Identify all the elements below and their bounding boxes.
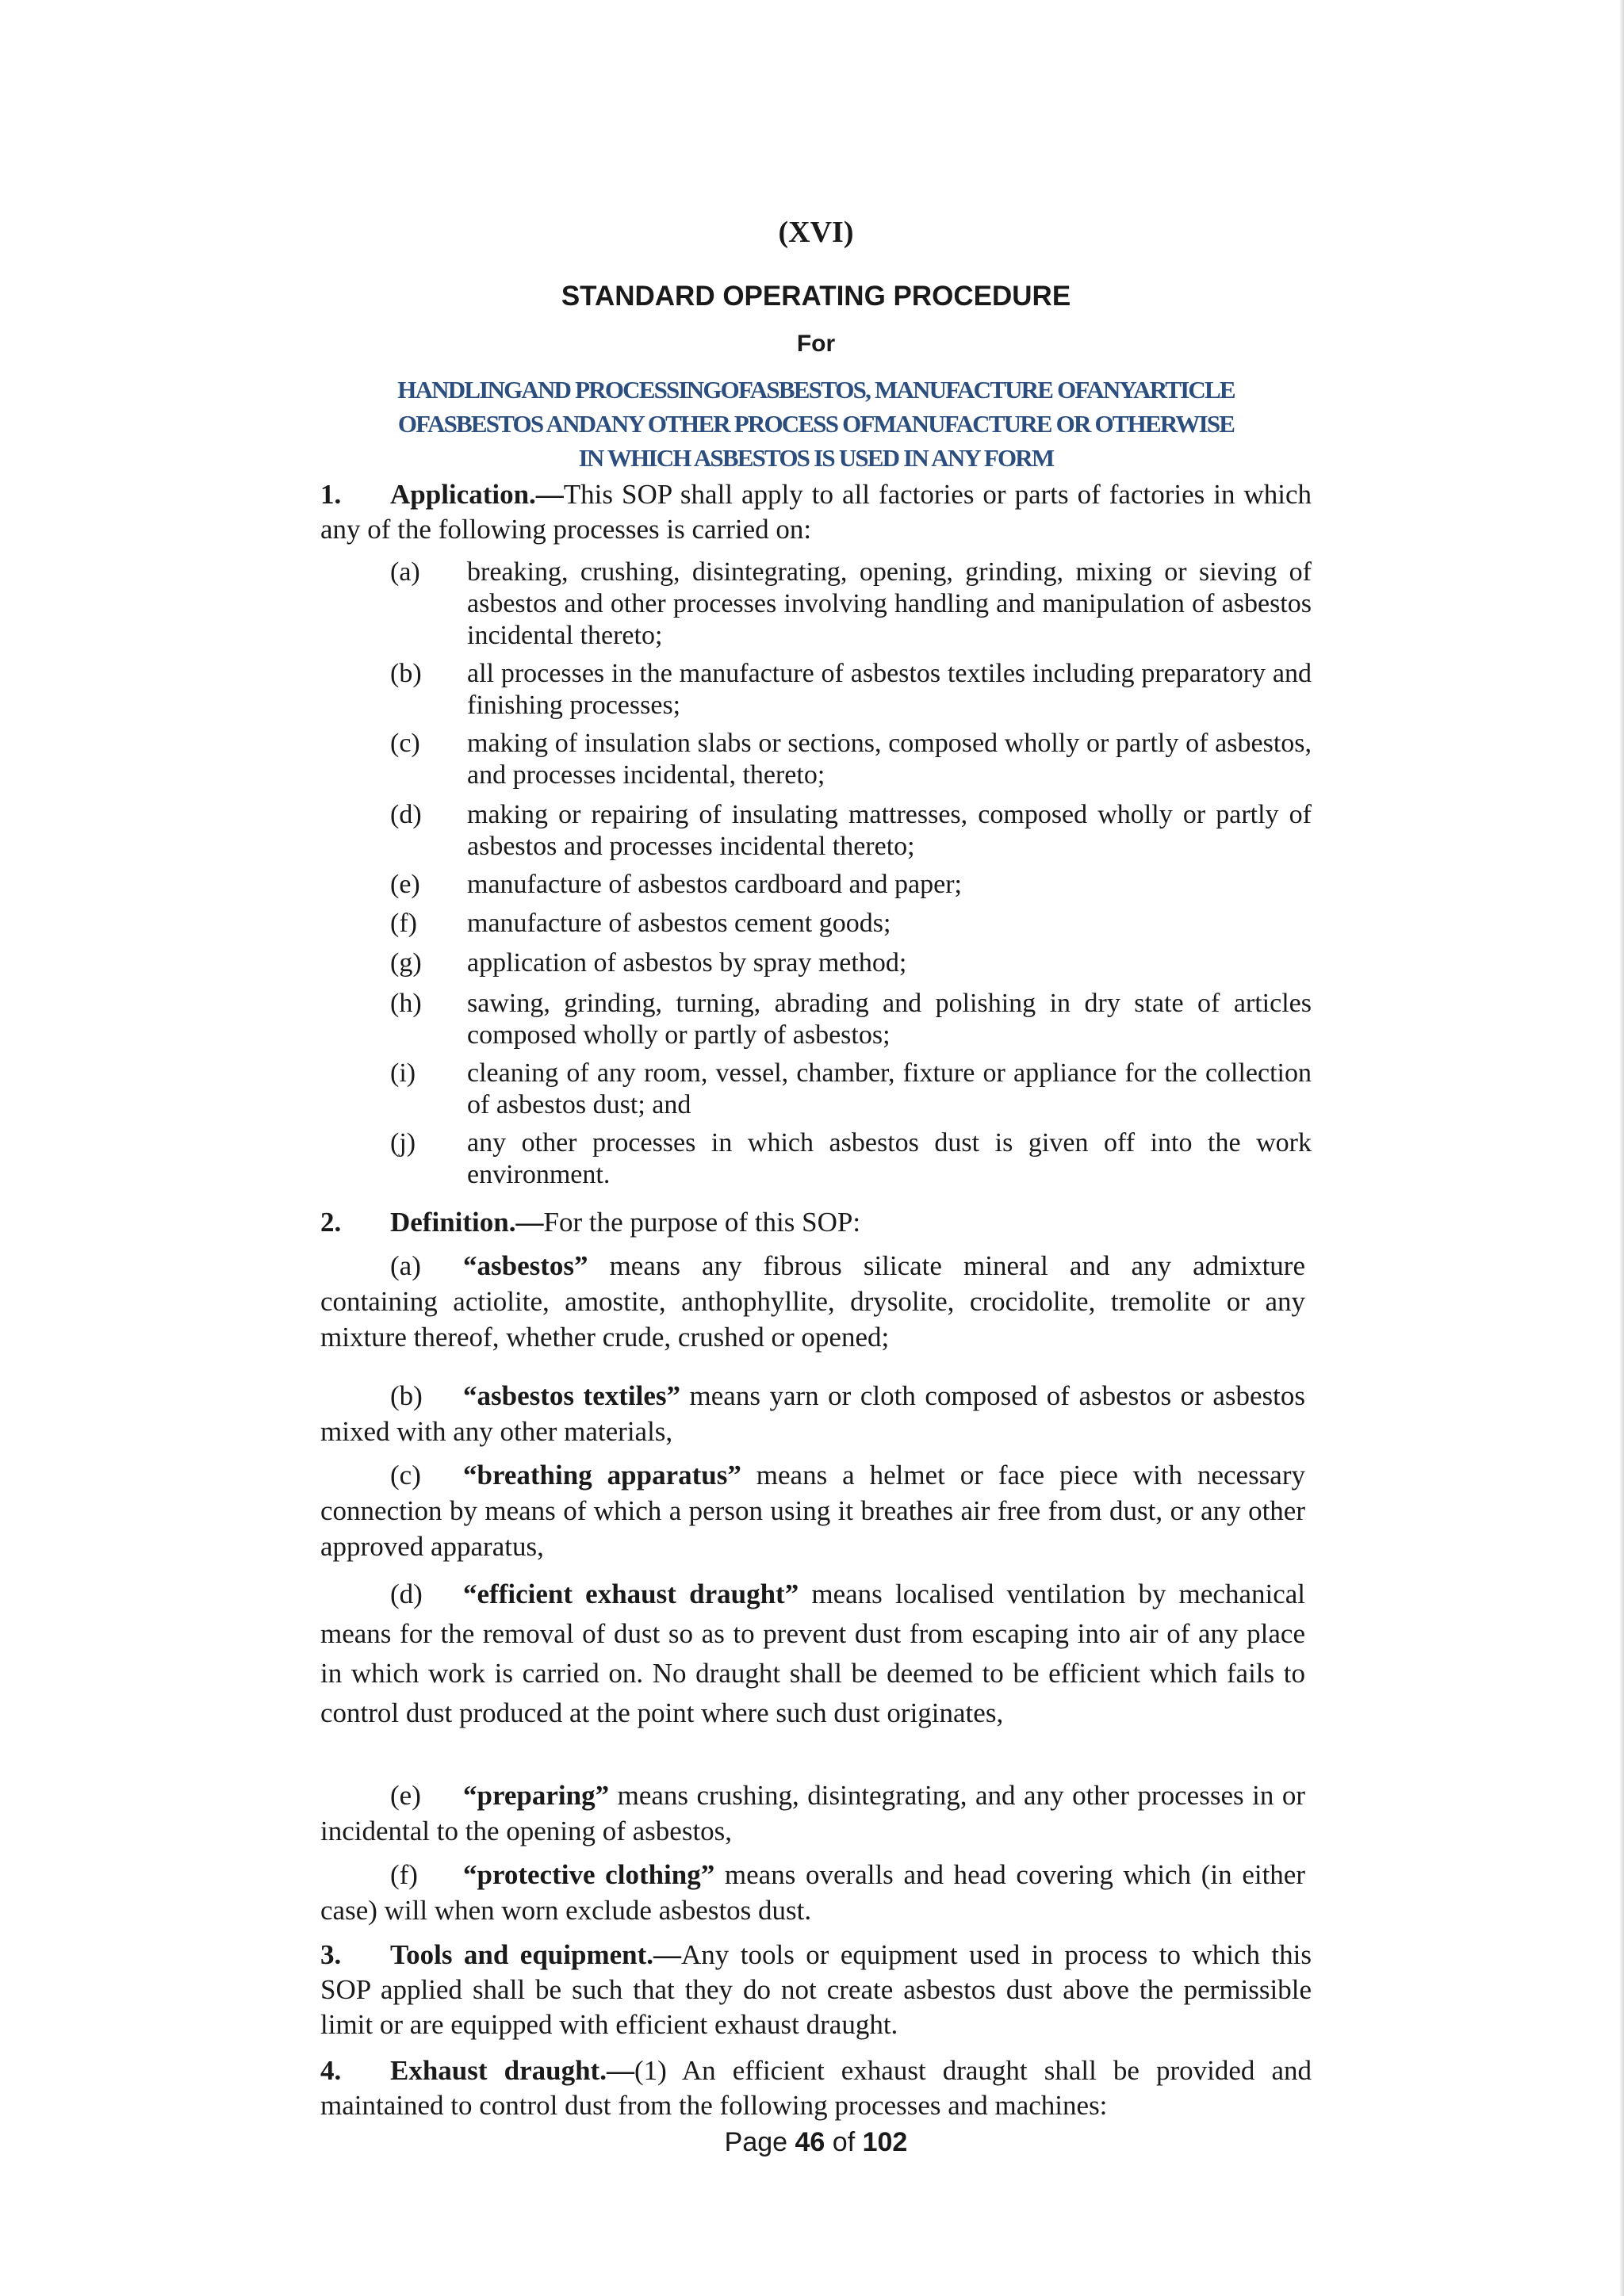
section-application [320,477,1312,547]
list-item-label: (g) [390,948,422,978]
section-title: Definition.— [390,1207,544,1238]
list-item-text: sawing, grinding, turning, abrading and polishing in dry state of articles composed wholly or partly of asbestos; [467,989,1312,1050]
definition-label: (a) [390,1250,421,1281]
list-item-text: making of insulation slabs or sections, composed wholly or partly of asbestos, and processes incidental, thereto; [467,729,1312,790]
definition-item [320,1575,1305,1733]
title-for: For [796,331,836,357]
definition-text: means a helmet or face piece with necessary connection by means of which a person using it breathes air free from dust, or any other approved apparatus, [320,1460,1305,1562]
list-item-text: all processes in the manufacture of asbestos textiles including preparatory and finishing processes; [467,659,1312,720]
definition-term: “asbestos textiles” [463,1380,680,1411]
definition-text: means yarn or cloth composed of asbestos or asbestos mixed with any other materials, [320,1380,1306,1447]
list-item-text: manufacture of asbestos cement goods; [467,909,891,938]
document-title: STANDARD OPERATING PROCEDURE [561,281,1071,312]
page-prefix: Page [724,2127,795,2157]
definition-text: means localised ventilation by mechanical means for the removal of dust so as to prevent dust from escaping into air of any place in which work is carried on. No draught shall be deemed to be efficient which fails to control dust produced at the point where such dust originates, [320,1578,1305,1728]
page-of: of [825,2127,863,2157]
list-item-label: (b) [390,659,422,688]
definition-label: (c) [390,1460,421,1490]
section-number: 2. [320,1207,342,1238]
section-tools-equipment [320,1938,1312,2042]
subject-line: HANDLINGAND PROCESSINGOFASBESTOS, MANUFACTURE OFANYARTICLE [397,376,1235,404]
page-edge-shadow [1619,0,1624,2296]
definition-term: “breathing apparatus” [463,1460,741,1490]
document-subject [320,373,1312,475]
section-number: 1. [320,479,342,510]
section-text: This SOP shall apply to all factories or parts of factories in which any of the following processes is carried on: [320,479,1312,545]
section-exhaust-draught [320,2053,1312,2123]
definition-label: (b) [390,1380,423,1411]
list-item-label: (c) [390,729,420,758]
list-item-label: (a) [390,557,420,587]
list-item-text: manufacture of asbestos cardboard and paper; [467,870,963,899]
list-item-label: (i) [390,1058,416,1088]
definition-item [320,1248,1305,1355]
list-item-text: making or repairing of insulating mattresses, composed wholly or partly of asbestos and processes incidental thereto; [467,800,1312,861]
list-item-label: (e) [390,870,420,899]
definition-text: means crushing, disintegrating, and any other processes in or incidental to the opening of asbestos, [320,1780,1305,1846]
list-item-label: (h) [390,989,422,1018]
list-item-text: breaking, crushing, disintegrating, opening, grinding, mixing or sieving of asbestos and other processes involving handling and manipulation of asbestos incidental thereto; [467,557,1312,650]
definition-term: “preparing” [463,1780,610,1811]
definition-text: means overalls and head covering which (in either case) will when worn exclude asbestos dust. [320,1859,1305,1926]
definition-item [320,1378,1305,1449]
section-number: 3. [320,1939,342,1970]
definition-text: means any fibrous silicate mineral and any admixture containing actiolite, amostite, anthophyllite, drysolite, crocidolite, tremolite or any mixture thereof, whether crude, crushed or opened; [320,1250,1305,1353]
list-item-text: any other processes in which asbestos dust is given off into the work environment. [467,1128,1312,1189]
section-title: Tools and equipment.— [390,1939,682,1970]
page-footer [320,2125,1312,2160]
list-item-label: (f) [390,909,417,938]
definition-label: (f) [390,1859,418,1890]
section-text: For the purpose of this SOP: [543,1207,861,1238]
section-definition [320,1205,1312,1240]
list-item-text: application of asbestos by spray method; [467,948,907,978]
section-number: 4. [320,2055,342,2086]
page-total: 102 [862,2127,908,2157]
definition-label: (d) [390,1578,423,1609]
subject-line: IN WHICH ASBESTOS IS USED IN ANY FORM [578,444,1054,472]
section-title: Exhaust draught.— [390,2055,634,2086]
list-item-label: (d) [390,800,422,829]
list-item-text: cleaning of any room, vessel, chamber, fixture or appliance for the collection of asbestos dust; and [467,1058,1312,1119]
definition-label: (e) [390,1780,421,1811]
section-title: Application.— [390,479,564,510]
list-item-label: (j) [390,1128,416,1158]
definition-term: “protective clothing” [463,1859,715,1890]
definition-item [320,1857,1305,1928]
definition-item [320,1457,1305,1564]
definition-term: “asbestos” [463,1250,588,1281]
definition-item [320,1777,1305,1849]
section-text: (1) An efficient exhaust draught shall be provided and maintained to control dust from the following processes and machines: [320,2055,1312,2121]
page-number: 46 [795,2127,825,2157]
definition-term: “efficient exhaust draught” [463,1578,799,1609]
annex-number: (XVI) [778,216,854,249]
section-text: Any tools or equipment used in process to which this SOP applied shall be such that they do not create asbestos dust above the permissible limit or are equipped with efficient exhaust draught. [320,1939,1312,2040]
subject-line: OFASBESTOS ANDANY OTHER PROCESS OFMANUFACTURE OR OTHERWISE [397,410,1235,438]
